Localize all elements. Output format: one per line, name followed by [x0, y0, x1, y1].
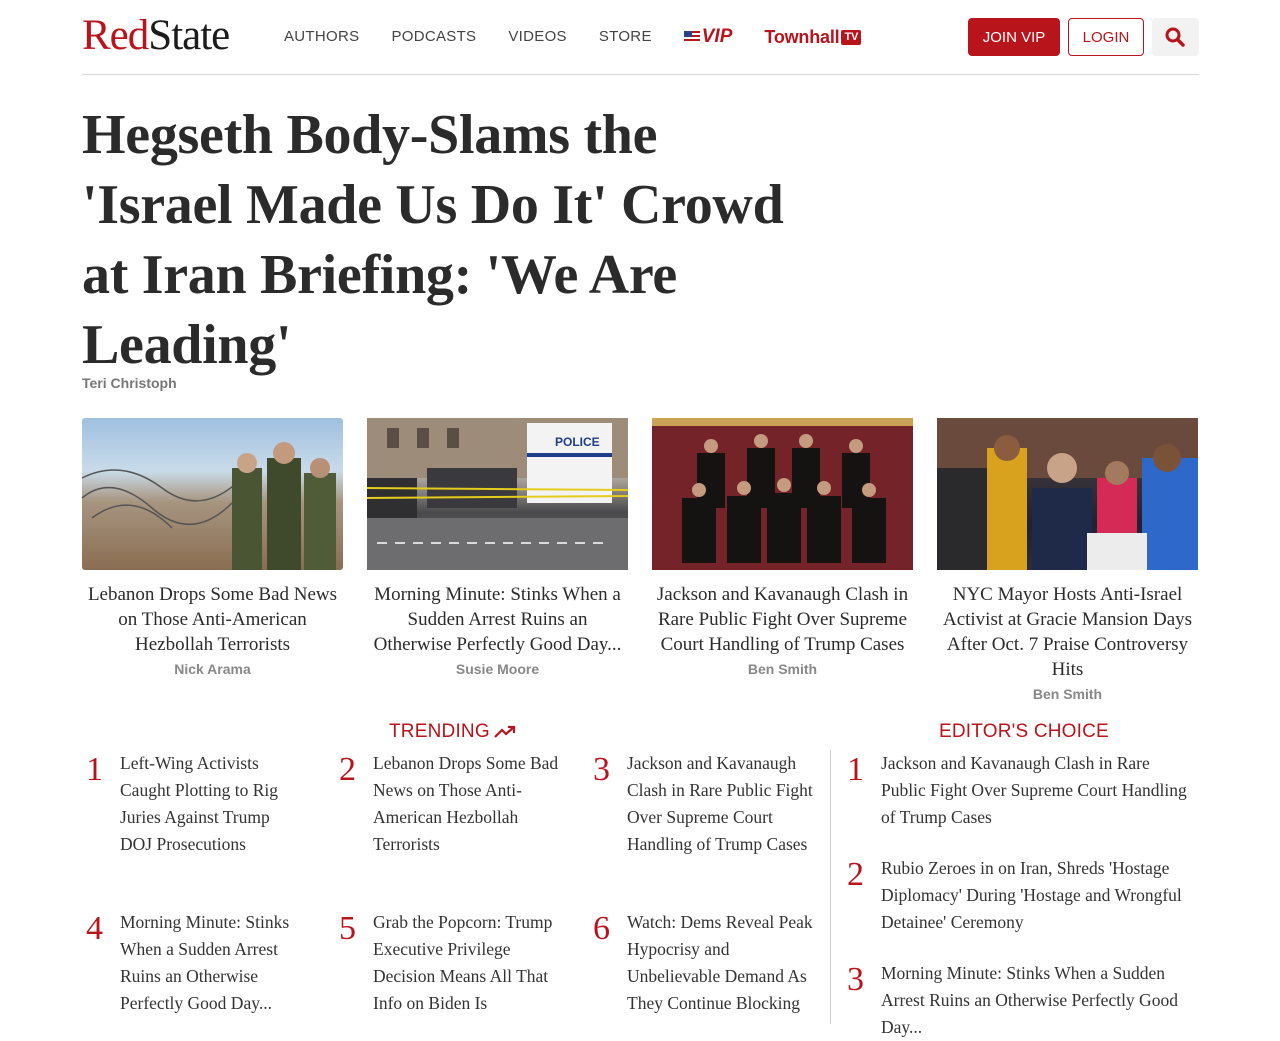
editors-choice-item[interactable]: [843, 960, 1198, 1041]
story-card-title[interactable]: Morning Minute: Stinks When a Sudden Arrest Ruins an Otherwise Perfectly Good Day...: [373, 584, 622, 655]
trending-text[interactable]: Grab the Popcorn: Trump Executive Privilege Decision Means All That Info on Biden Is: [373, 912, 553, 1013]
site-header: [82, 0, 1199, 75]
editors-choice-number: 2: [847, 856, 864, 893]
trending-item[interactable]: [82, 909, 314, 1017]
story-image-soldiers[interactable]: [82, 418, 343, 570]
trending-number: 5: [339, 910, 356, 947]
search-button[interactable]: [1152, 18, 1199, 56]
story-card[interactable]: [82, 418, 343, 677]
logo-red-text: Red: [82, 12, 149, 59]
trending-number: 1: [86, 751, 103, 788]
story-image-supreme-court[interactable]: [652, 418, 913, 570]
login-button[interactable]: LOGIN: [1068, 18, 1144, 56]
editors-choice-number: 3: [847, 961, 864, 998]
trending-item[interactable]: [335, 909, 567, 1017]
story-image-police-scene[interactable]: [367, 418, 628, 570]
trending-number: 6: [593, 910, 610, 947]
story-card[interactable]: [652, 418, 913, 677]
story-card[interactable]: [937, 418, 1198, 702]
logo-black-text: State: [148, 12, 230, 59]
story-card-author[interactable]: Susie Moore: [455, 661, 540, 677]
police-van-text: POLICE: [555, 435, 600, 449]
townhall-label: Townhall: [764, 26, 840, 47]
story-card-title[interactable]: Lebanon Drops Some Bad News on Those Anti-American Hezbollah Terrorists: [87, 584, 338, 655]
editors-choice-text[interactable]: Jackson and Kavanaugh Clash in Rare Public Fight Over Supreme Court Handling of Trump Cases: [881, 753, 1187, 827]
trending-label: TRENDING: [389, 721, 490, 742]
join-vip-button[interactable]: JOIN VIP: [968, 18, 1060, 56]
trending-number: 4: [86, 910, 103, 947]
trending-item[interactable]: [589, 750, 821, 858]
editors-choice-item[interactable]: [843, 855, 1198, 936]
story-card-author[interactable]: Ben Smith: [747, 661, 818, 677]
editors-choice-item[interactable]: [843, 750, 1198, 831]
trending-text[interactable]: Watch: Dems Reveal Peak Hypocrisy and Unbelievable Demand As They Continue Blocking: [627, 912, 813, 1013]
nav-podcasts[interactable]: PODCASTS: [391, 28, 477, 45]
site-logo[interactable]: [82, 14, 229, 58]
editors-choice-heading: EDITOR'S CHOICE: [939, 721, 1109, 742]
trending-up-icon: [494, 725, 516, 739]
editors-choice-text[interactable]: Rubio Zeroes in on Iran, Shreds 'Hostage Diplomacy' During 'Hostage and Wrongful Detainee' Ceremony: [881, 858, 1182, 932]
us-flag-icon: [684, 31, 700, 43]
main-headline-author[interactable]: Teri Christoph: [82, 375, 177, 391]
trending-text[interactable]: Lebanon Drops Some Bad News on Those Anti-American Hezbollah Terrorists: [373, 753, 559, 854]
column-divider: [830, 750, 831, 1024]
editors-choice-text[interactable]: Morning Minute: Stinks When a Sudden Arrest Ruins an Otherwise Perfectly Good Day...: [881, 963, 1178, 1037]
nav-authors[interactable]: AUTHORS: [284, 28, 360, 45]
main-headline[interactable]: Hegseth Body-Slams the 'Israel Made Us Do It' Crowd at Iran Briefing: 'We Are Leading': [82, 104, 784, 376]
story-card[interactable]: [367, 418, 628, 677]
editors-choice-number: 1: [847, 751, 864, 788]
trending-heading: [389, 721, 516, 743]
trending-number: 2: [339, 751, 356, 788]
story-card-author[interactable]: Ben Smith: [1032, 686, 1103, 702]
trending-text[interactable]: Morning Minute: Stinks When a Sudden Arrest Ruins an Otherwise Perfectly Good Day...: [120, 912, 290, 1013]
vip-label: VIP: [701, 26, 733, 47]
trending-text[interactable]: Jackson and Kavanaugh Clash in Rare Public Fight Over Supreme Court Handling of Trump Cases: [627, 753, 813, 854]
main-nav: [284, 26, 861, 48]
trending-number: 3: [593, 751, 610, 788]
trending-text[interactable]: Left-Wing Activists Caught Plotting to Rig Juries Against Trump DOJ Prosecutions: [120, 753, 279, 854]
nav-vip[interactable]: [684, 26, 733, 48]
search-icon: [1165, 27, 1185, 47]
nav-videos[interactable]: VIDEOS: [508, 28, 567, 45]
story-card-author[interactable]: Nick Arama: [174, 661, 251, 677]
story-image-nyc-mayor[interactable]: [937, 418, 1198, 570]
nav-townhall-tv[interactable]: [764, 27, 861, 48]
trending-item[interactable]: [82, 750, 314, 858]
tv-badge: TV: [841, 30, 861, 45]
story-card-title[interactable]: Jackson and Kavanaugh Clash in Rare Public Fight Over Supreme Court Handling of Trump Cases: [656, 584, 909, 655]
trending-item[interactable]: [589, 909, 821, 1017]
nav-store[interactable]: STORE: [598, 28, 652, 45]
story-card-title[interactable]: NYC Mayor Hosts Anti-Israel Activist at Gracie Mansion Days After Oct. 7 Praise Controversy Hits: [942, 584, 1193, 680]
trending-item[interactable]: [335, 750, 567, 858]
